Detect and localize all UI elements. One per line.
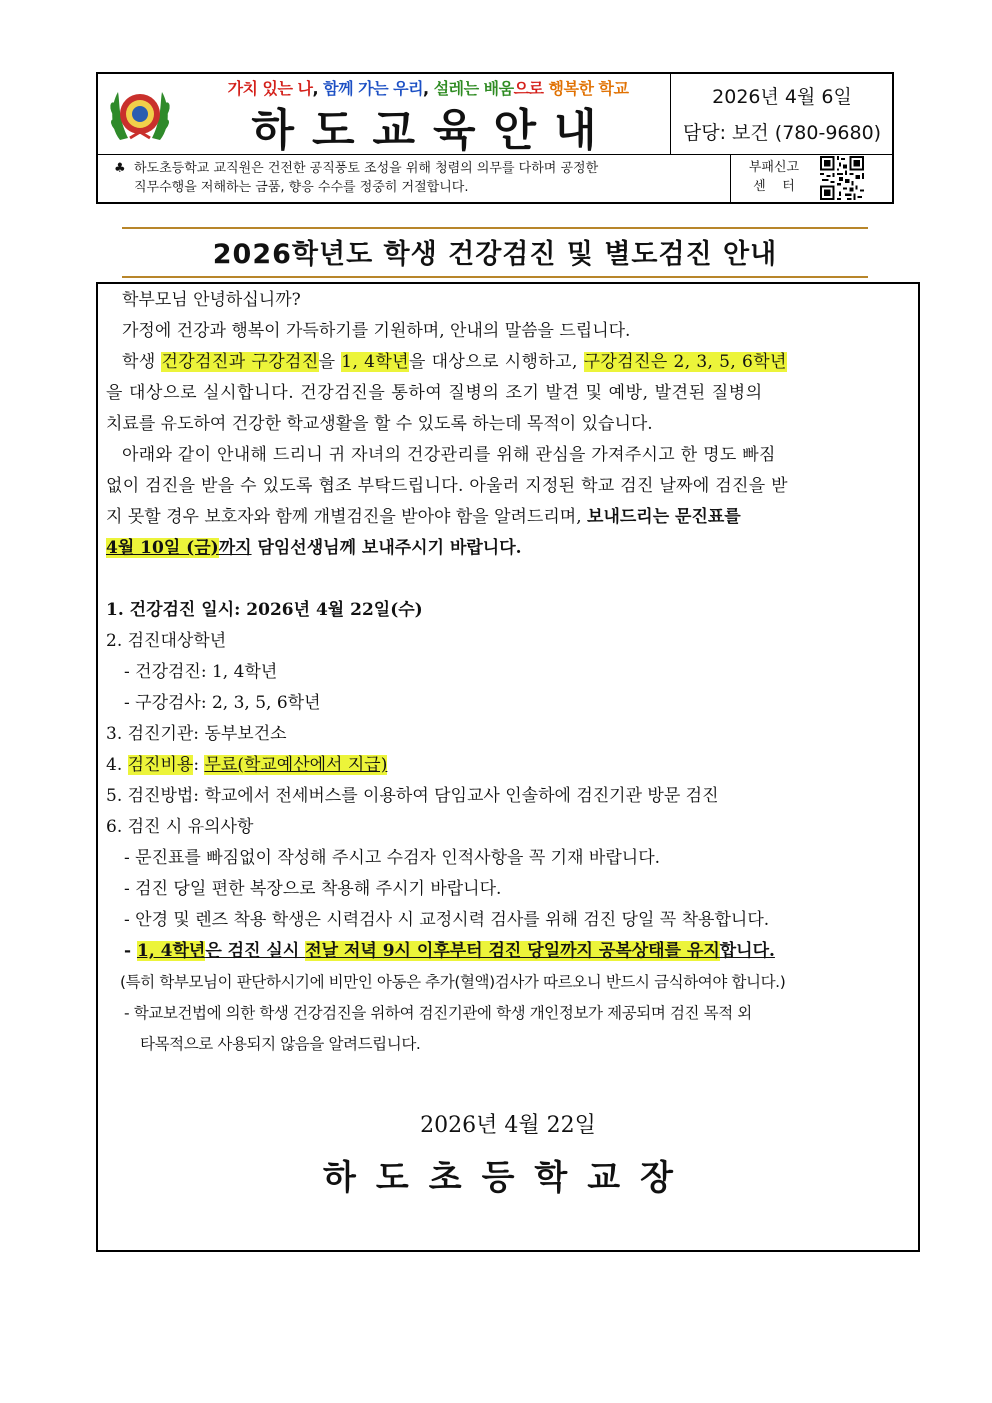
newsletter-header bbox=[96, 72, 894, 204]
deadline-instruction: 담임선생님께 보내주시기 바랍니다. bbox=[251, 538, 522, 558]
highlight-oral-grades: 구강검진은 2, 3, 5, 6학년 bbox=[583, 352, 787, 372]
highlight-health-oral: 건강검진과 구강검진 bbox=[161, 352, 319, 372]
note-6-privacy-line-2: 타목적으로 사용되지 않음을 알려드립니다. bbox=[140, 1035, 421, 1053]
intro-line-7: 없이 검진을 받을 수 있도록 협조 부탁드립니다. 아울러 지정된 학교 검진 날짜에 검진을 받 bbox=[106, 476, 788, 496]
note-2: - 검진 당일 편한 복장으로 착용해 주시기 바랍니다. bbox=[124, 879, 502, 899]
report-line-1: 부패신고 bbox=[748, 160, 800, 175]
intro-line-9 bbox=[106, 532, 912, 564]
colon: : bbox=[193, 755, 205, 775]
questionnaire-text: 보내드리는 문진표를 bbox=[587, 507, 741, 527]
item-2-grades: 2. 검진대상학년 bbox=[106, 631, 227, 651]
issue-date: 2026년 4월 6일 bbox=[712, 86, 852, 108]
fasting-end: 합니다. bbox=[719, 941, 775, 961]
intro-text: 학생 bbox=[122, 352, 162, 372]
intro-line-5: 치료를 유도하여 건강한 학교생활을 할 수 있도록 하는데 목적이 있습니다. bbox=[106, 414, 653, 434]
ethics-divider bbox=[730, 154, 731, 202]
notice-body bbox=[96, 282, 920, 1252]
header-top-row bbox=[98, 74, 892, 155]
intro-line-4: 을 대상으로 실시합니다. 건강검진을 통하여 질병의 조기 발견 및 예방, 발견된 질병의 bbox=[106, 383, 763, 403]
item-4-cost bbox=[106, 749, 912, 781]
header-divider bbox=[670, 74, 671, 154]
slogan-comma-1: , bbox=[312, 79, 324, 98]
item-2b: - 구강검사: 2, 3, 5, 6학년 bbox=[124, 693, 321, 713]
item-5-method: 5. 검진방법: 학교에서 전세버스를 이용하여 담임교사 인솔하에 검진기관 방문 검진 bbox=[106, 786, 719, 806]
corruption-report-center bbox=[734, 158, 814, 196]
item-6-notes: 6. 검진 시 유의사항 bbox=[106, 817, 254, 837]
principal-signature: 하도초등학교장 bbox=[323, 1158, 693, 1198]
slogan-part-3: 설레는 배움 bbox=[433, 79, 514, 98]
intro-text: 을 대상으로 시행하고, bbox=[408, 352, 584, 372]
fasting-grades: 1, 4학년 bbox=[136, 941, 206, 961]
slogan-part-5: 행복한 학교 bbox=[548, 79, 629, 98]
item-1-date: 1. 건강검진 일시: 2026년 4월 22일(수) bbox=[106, 600, 423, 620]
greeting: 학부모님 안녕하십니까? bbox=[122, 290, 301, 310]
note-3: - 안경 및 렌즈 착용 학생은 시력검사 시 교정시력 검사를 위해 검진 당일 꼭 착용합니다. bbox=[124, 910, 770, 930]
title-top-rule bbox=[122, 227, 868, 229]
slogan-comma-2: , bbox=[423, 79, 434, 98]
club-suit-icon: ♣ bbox=[114, 161, 126, 176]
intro-text: 을 bbox=[318, 352, 342, 372]
note-6-privacy-line-1: - 학교보건법에 의한 학생 건강검진을 위하여 검진기관에 학생 개인정보가 제공되며 검진 목적 외 bbox=[124, 1004, 752, 1022]
document-title: 2026학년도 학생 건강검진 및 별도검진 안내 bbox=[212, 239, 778, 270]
highlight-grades-1-4: 1, 4학년 bbox=[341, 352, 409, 372]
dash: - bbox=[124, 941, 137, 961]
intro-text: 지 못할 경우 보호자와 함께 개별검진을 받아야 함을 알려드리며, bbox=[106, 507, 588, 527]
item-3-institution: 3. 검진기관: 동부보건소 bbox=[106, 724, 287, 744]
cost-label: 검진비용 bbox=[127, 755, 194, 775]
item-2a: - 건강검진: 1, 4학년 bbox=[124, 662, 278, 682]
report-line-2: 센 터 bbox=[753, 179, 795, 194]
contact-info: 담당: 보건 (780-9680) bbox=[682, 122, 882, 144]
title-bottom-rule bbox=[122, 276, 868, 278]
slogan-part-1: 가치 있는 나 bbox=[227, 79, 313, 98]
fasting-text: 은 검진 실시 bbox=[205, 941, 306, 961]
deadline-until: 까지 bbox=[218, 538, 252, 558]
note-4-fasting bbox=[124, 935, 930, 967]
ethics-line-1: 하도초등학교 교직원은 건전한 공직풍토 조성을 위해 청렴의 의무를 다하며 공정한 bbox=[134, 161, 599, 176]
header-ethics-row bbox=[98, 154, 892, 202]
fasting-period: 전날 저녁 9시 이후부터 검진 당일까지 공복상태를 유지 bbox=[305, 941, 720, 961]
item-number: 4. bbox=[106, 755, 128, 775]
slogan-part-4: 으로 bbox=[513, 79, 549, 98]
note-5-obesity: (특히 학부모님이 판단하시기에 비만인 아동은 추가(혈액)검사가 따르오니 반드시 금식하여야 합니다.) bbox=[120, 973, 786, 991]
intro-line-8 bbox=[106, 501, 912, 533]
ethics-statement bbox=[114, 159, 724, 197]
intro-line-3 bbox=[122, 346, 928, 378]
intro-line-2: 가정에 건강과 행복이 가득하기를 기원하며, 안내의 말씀을 드립니다. bbox=[122, 321, 631, 341]
newsletter-title: 하도교육안내 bbox=[251, 105, 615, 156]
qr-code-icon[interactable] bbox=[820, 156, 864, 200]
cost-value: 무료(학교예산에서 지급) bbox=[204, 755, 388, 775]
intro-line-6: 아래와 같이 안내해 드리니 귀 자녀의 건강관리를 위해 관심을 가져주시고 한 명도 빠짐 bbox=[122, 445, 776, 465]
slogan-part-2: 함께 가는 우리 bbox=[323, 79, 424, 98]
note-1: - 문진표를 빠짐없이 작성해 주시고 수검자 인적사항을 꼭 기재 바랍니다. bbox=[124, 848, 661, 868]
signature-date: 2026년 4월 22일 bbox=[420, 1113, 596, 1138]
deadline-date: 4월 10일 (금) bbox=[106, 538, 219, 558]
school-emblem-icon bbox=[106, 80, 174, 148]
ethics-line-2: 직무수행을 저해하는 금품, 향응 수수를 정중히 거절합니다. bbox=[134, 180, 469, 195]
